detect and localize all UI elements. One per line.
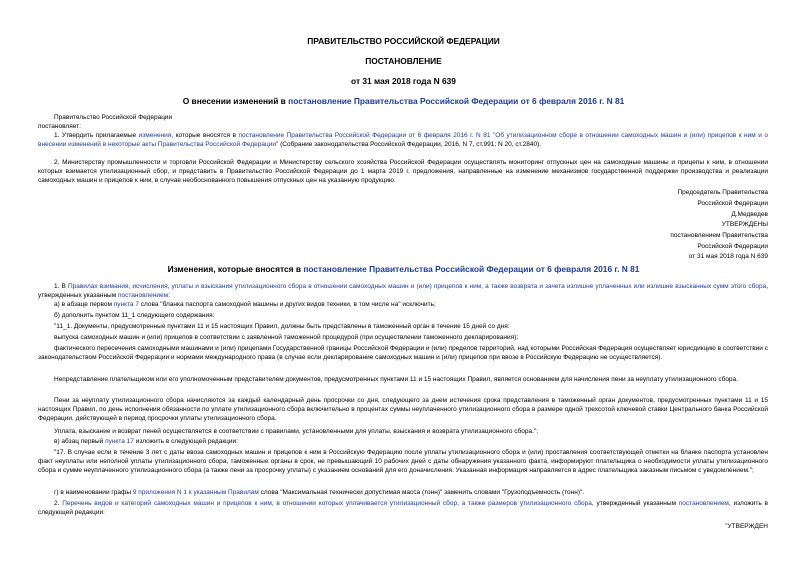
appendix-approved: "УТВЕРЖДЕН: [725, 523, 768, 530]
p1-link-changes[interactable]: изменения: [138, 132, 172, 139]
signature-position-1: Председатель Правительства: [677, 189, 768, 196]
cv-link-point-17[interactable]: пункта 17: [105, 438, 134, 445]
quote-release: выпуска самоходных машин и (или) прицепов в соответствии с заявленной таможенной процедурой (при осуществлении таможенного декларирования);: [54, 334, 519, 341]
document-date: от 31 мая 2018 года N 639: [351, 76, 456, 86]
c1-text-a: 1. В: [54, 283, 68, 290]
cv-text-a: в) абзац первый: [54, 438, 106, 445]
change-item-b: б) дополнить пунктом 11_1 следующего содержания:: [54, 312, 215, 319]
p1-link-resolution[interactable]: постановление Правительства Российской Федерации от 6 февраля 2016 г. N 81 "Об утилизационном сборе в отношении самоходных машин и (или) прицепов к ним и о внесении изменений в некоторые акты Правительства Российской Федерации": [38, 132, 768, 149]
change-item-v: [54, 437, 238, 446]
intro-line-1: Правительство Российской Федерации: [54, 114, 173, 121]
quote-11-1: "11_1. Документы, предусмотренные пунктами 11 и 15 настоящих Правил, должны быть представлены в таможенный орган в течение 15 дней со дня:: [54, 323, 510, 330]
title-prefix: О внесении изменений в: [182, 96, 289, 106]
approved-by-2: Российской Федерации: [697, 243, 768, 250]
quote-penalties: Пени за неуплату утилизационного сбора начисляются за каждый календарный день просрочки со дня, следующего за днем истечения срока представления в таможенный орган документов, предусмотренных пунктами 11 и 15 настоящих Правил, по день исполнения обязанности по уплате утилизационного сбора включительно в процентах суммы неуплаченного утилизационного сбора в размере одной трехсотой ключевой ставки Центрального банка Российской Федерации, действующей в период просрочки уплаты утилизационного сбора.: [38, 397, 768, 423]
paragraph-1: [38, 131, 768, 149]
intro-line-2: постановляет:: [38, 123, 81, 130]
ca-text-c: слова "бланка паспорта самоходной машины и других видов техники, в том числе на" исключить;: [138, 301, 436, 308]
c2-text-e: , изложить в следующей редакции:: [38, 500, 768, 517]
quote-non-submission: Непредставление плательщиком или его уполномоченным представителем документов, предусмотренных пунктами 11 и 15 настоящих Правил, является основанием для начисления пени за неуплату утилизационного сбора.: [54, 376, 738, 383]
c1-text-c: , утвержденных указанным: [38, 283, 768, 300]
changes-title: [0, 264, 807, 274]
paragraph-2: 2. Министерству промышленности и торговли Российской Федерации и Министерству сельского хозяйства Российской Федерации осуществлять мониторинг отпускных цен на самоходные машины и прицепы к ним, в отношении которых взимается утилизационный сбор, и представить в Правительство Российской Федерации до 1 марта 2019 г. предложения, направленные на изменение механизмов государственной поддержки производства и реализации самоходных машин и прицепов к ним, в случае необоснованного повышения отпускных цен на указанную продукцию.: [38, 159, 768, 185]
document-type: ПОСТАНОВЛЕНИЕ: [365, 56, 442, 66]
cg-link-appendix[interactable]: 9 приложения N 1 к указанным Правилам: [132, 489, 259, 496]
p1-text-c: , которые вносятся в: [171, 132, 239, 139]
c2-text-c: , утвержденный указанным: [591, 500, 679, 507]
quote-17: "17. В случае если в течение 3 лет с даты ввоза самоходных машин и прицепов к ним в Российскую Федерацию после уплаты утилизационного сбора и (или) проставления соответствующей отметки на бланке паспорта установлен факт неуплаты или неполной уплаты утилизационного сбора, таможенные органы в срок, не превышающий 10 рабочих дней с даты обнаружения указанного факта, информируют плательщика о необходимости уплаты утилизационного сбора и сумме неуплаченного утилизационного сбора (а также пени за просрочку уплаты) с указанием оснований для его доначисления. Указанная информация направляется в адрес плательщика заказным письмом с уведомлением.";: [38, 449, 768, 475]
p1-text-a: 1. Утвердить прилагаемые: [54, 132, 139, 139]
title-link[interactable]: постановление Правительства Российской Федерации от 6 февраля 2016 г. N 81: [288, 96, 625, 106]
government-heading: ПРАВИТЕЛЬСТВО РОССИЙСКОЙ ФЕДЕРАЦИИ: [307, 36, 500, 46]
changes-title-prefix: Изменения, которые вносятся в: [167, 264, 304, 274]
c1-link-resolution[interactable]: постановлением: [118, 292, 169, 300]
quote-border-crossing: фактического пересечения самоходными машинами и (или) прицепами Государственной границы Российской Федерации и (или) пределов территорий, над которыми Российская Федерация осуществляет юрисдикцию в соответствии с законодательством Российской Федерации и нормами международного права (в случае если декларирование самоходных машин и (или) прицепов при ввозе в Российскую Федерацию не осуществляется).: [38, 345, 768, 362]
signature-position-2: Российской Федерации: [697, 200, 768, 207]
cv-text-c: изложить в следующей редакции:: [133, 438, 238, 445]
approved-by-1: постановлением Правительства: [670, 232, 768, 239]
change-item-g: [54, 488, 584, 497]
signature-name: Д.Медведев: [731, 211, 768, 218]
ca-link-point-7[interactable]: пункта 7: [113, 301, 139, 308]
c2-link-resolution[interactable]: постановлением: [678, 500, 729, 507]
c2-text-a: 2.: [54, 500, 63, 507]
ca-text-a: а) в абзаце первом: [54, 301, 114, 308]
c1-text-e: :: [168, 292, 170, 300]
approved-label: УТВЕРЖДЕНЫ: [721, 221, 768, 228]
cg-text-a: г) в наименовании графы: [54, 489, 133, 496]
approved-date: от 31 мая 2018 года N 639: [688, 253, 768, 260]
change-item-1: [38, 282, 768, 300]
p1-text-e: (Собрание законодательства Российской Федерации, 2016, N 7, ст.991; N 20, ст.2840).: [278, 141, 542, 149]
c1-link-rules[interactable]: Правилах взимания, исчисления, уплаты и взыскания утилизационного сбора в отношении самоходных машин и (или) прицепов к ним, а также возврата и зачета излишне уплаченных или излишне взысканных сумм этого сбора: [67, 283, 767, 290]
change-item-2: [38, 499, 768, 517]
cg-text-c: слова "Максимальная технически допустимая масса (тонн)" заменить словами "Грузоподъемность (тонн)".: [258, 489, 585, 496]
quote-payment: Уплата, взыскание и возврат пеней осуществляется в соответствии с правилами, установленными для уплаты, взыскания и возврата утилизационного сбора.";: [54, 428, 539, 435]
c2-link-list[interactable]: Перечень видов и категорий самоходных машин и прицепов к ним, в отношении которых уплачивается утилизационный сбор, а также размеров утилизационного сбора: [62, 500, 592, 507]
change-item-a: [54, 300, 436, 309]
document-title: [0, 96, 807, 106]
changes-title-link[interactable]: постановление Правительства Российской Федерации от 6 февраля 2016 г. N 81: [303, 264, 640, 274]
